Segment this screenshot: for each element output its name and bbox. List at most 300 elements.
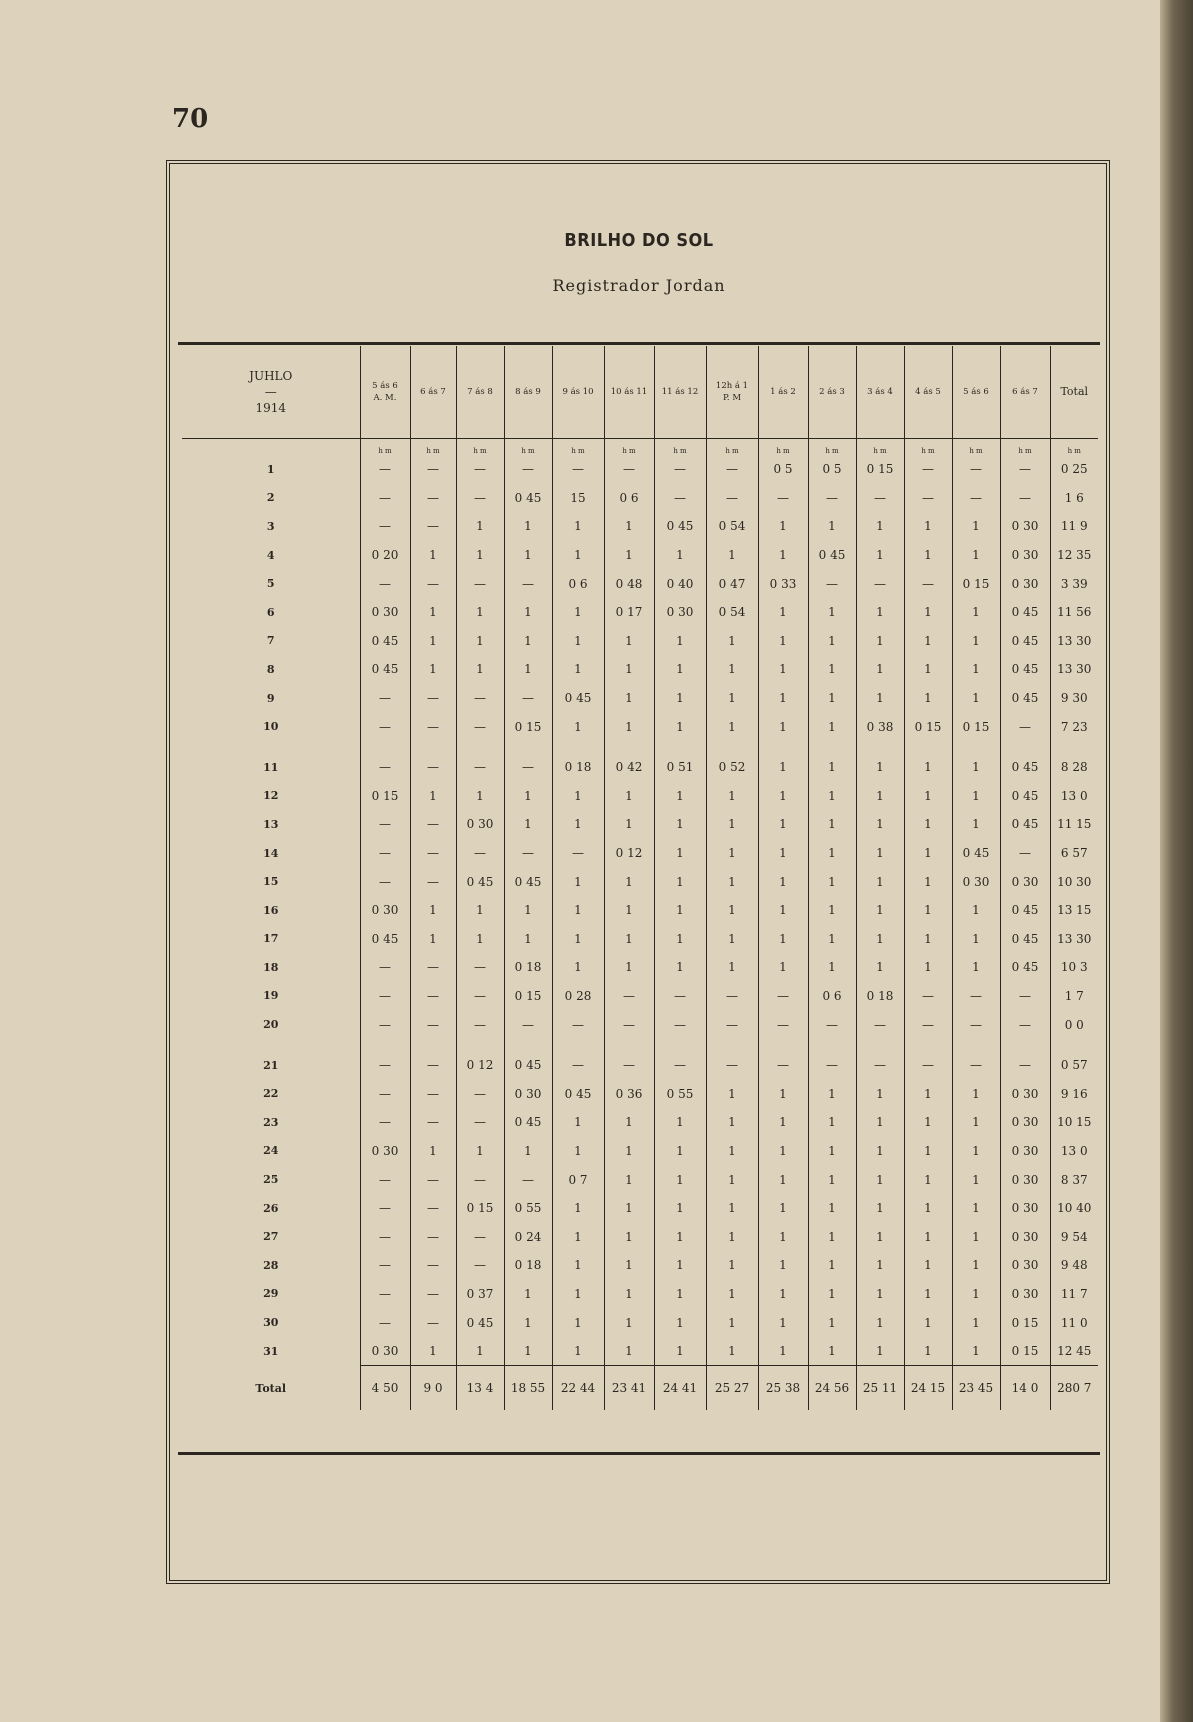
value-cell: 1 xyxy=(654,1222,706,1251)
value-cell: — xyxy=(952,455,1000,484)
unit-label: h m xyxy=(410,439,456,456)
value-cell: 1 xyxy=(856,512,904,541)
value-cell: — xyxy=(654,1010,706,1039)
value-cell: 1 xyxy=(504,1308,552,1337)
value-cell: 1 xyxy=(808,1280,856,1309)
value-cell: 1 xyxy=(410,627,456,656)
row-total-cell: 1 7 xyxy=(1050,982,1098,1011)
value-cell: 0 15 xyxy=(360,782,410,811)
value-cell: 0 51 xyxy=(654,753,706,782)
value-cell: 0 20 xyxy=(360,541,410,570)
value-cell: 1 xyxy=(706,810,758,839)
value-cell: 1 xyxy=(552,1137,604,1166)
value-cell: 1 xyxy=(604,684,654,713)
value-cell: 1 xyxy=(808,1165,856,1194)
value-cell: 1 xyxy=(552,541,604,570)
value-cell: — xyxy=(706,1051,758,1080)
value-cell: 1 xyxy=(456,512,504,541)
row-total-cell: 11 56 xyxy=(1050,598,1098,627)
value-cell: 0 52 xyxy=(706,753,758,782)
gap-cell xyxy=(604,1039,654,1051)
table-row xyxy=(182,598,1098,627)
value-cell: — xyxy=(360,1251,410,1280)
row-total-cell: 1 6 xyxy=(1050,484,1098,513)
value-cell: 1 xyxy=(604,1308,654,1337)
value-cell: — xyxy=(410,1280,456,1309)
day-cell: 15 xyxy=(263,875,279,889)
value-cell: 0 18 xyxy=(552,753,604,782)
value-cell: 1 xyxy=(654,782,706,811)
value-cell: — xyxy=(360,810,410,839)
value-cell: 0 38 xyxy=(856,712,904,741)
value-cell: 1 xyxy=(604,712,654,741)
value-cell: 1 xyxy=(952,810,1000,839)
day-cell: 25 xyxy=(263,1173,279,1187)
table-row xyxy=(182,1165,1098,1194)
gap-cell xyxy=(1000,1039,1050,1051)
column-header: 10 ás 11 xyxy=(604,346,654,439)
value-cell: 1 xyxy=(410,896,456,925)
unit-label: h m xyxy=(504,439,552,456)
value-cell: 1 xyxy=(654,1280,706,1309)
value-cell: 1 xyxy=(604,1337,654,1366)
table-row xyxy=(182,512,1098,541)
value-cell: 1 xyxy=(604,1108,654,1137)
row-total-cell: 12 45 xyxy=(1050,1337,1098,1366)
book-edge xyxy=(1160,0,1193,1722)
value-cell: 1 xyxy=(808,810,856,839)
value-cell: — xyxy=(808,484,856,513)
column-total-cell: 22 44 xyxy=(552,1366,604,1411)
day-cell: 16 xyxy=(263,903,279,917)
value-cell: 0 5 xyxy=(808,455,856,484)
value-cell: 1 xyxy=(856,598,904,627)
value-cell: 1 xyxy=(552,512,604,541)
value-cell: — xyxy=(1000,982,1050,1011)
value-cell: 0 18 xyxy=(856,982,904,1011)
value-cell: 1 xyxy=(904,541,952,570)
value-cell: — xyxy=(410,1222,456,1251)
value-cell: 1 xyxy=(952,512,1000,541)
value-cell: — xyxy=(504,839,552,868)
value-cell: 1 xyxy=(856,867,904,896)
value-cell: 1 xyxy=(706,655,758,684)
gap-cell xyxy=(456,1039,504,1051)
value-cell: 1 xyxy=(758,782,808,811)
value-cell: — xyxy=(456,1108,504,1137)
value-cell: 1 xyxy=(706,1108,758,1137)
totals-label: Total xyxy=(255,1381,287,1395)
row-total-cell: 13 0 xyxy=(1050,1137,1098,1166)
value-cell: 1 xyxy=(758,1108,808,1137)
value-cell: — xyxy=(808,1051,856,1080)
day-cell: 27 xyxy=(263,1230,279,1244)
row-total-cell: 13 0 xyxy=(1050,782,1098,811)
column-header: 7 ás 8 xyxy=(456,346,504,439)
value-cell: 0 30 xyxy=(504,1079,552,1108)
value-cell: 1 xyxy=(758,1337,808,1366)
value-cell: 1 xyxy=(758,512,808,541)
value-cell: 1 xyxy=(706,925,758,954)
row-total-cell: 8 28 xyxy=(1050,753,1098,782)
value-cell: — xyxy=(410,455,456,484)
header-dash: — xyxy=(264,385,277,399)
day-cell: 22 xyxy=(263,1087,279,1101)
gap-cell xyxy=(654,1039,706,1051)
value-cell: 1 xyxy=(952,1165,1000,1194)
value-cell: 1 xyxy=(856,627,904,656)
value-cell: 1 xyxy=(654,541,706,570)
value-cell: — xyxy=(904,484,952,513)
value-cell: 1 xyxy=(952,1280,1000,1309)
value-cell: — xyxy=(654,982,706,1011)
day-cell: 5 xyxy=(266,577,275,591)
value-cell: — xyxy=(758,982,808,1011)
table-row xyxy=(182,1337,1098,1366)
gap-cell xyxy=(604,741,654,753)
value-cell: — xyxy=(456,484,504,513)
table-row xyxy=(182,455,1098,484)
month-year-header xyxy=(182,346,360,439)
value-cell: 1 xyxy=(758,684,808,713)
value-cell: 0 40 xyxy=(654,569,706,598)
row-total-cell: 10 40 xyxy=(1050,1194,1098,1223)
value-cell: 1 xyxy=(504,655,552,684)
row-total-cell: 0 25 xyxy=(1050,455,1098,484)
row-total-cell: 0 0 xyxy=(1050,1010,1098,1039)
value-cell: 1 xyxy=(706,953,758,982)
value-cell: — xyxy=(952,1010,1000,1039)
value-cell: 0 45 xyxy=(952,839,1000,868)
table-row xyxy=(182,655,1098,684)
value-cell: 1 xyxy=(904,810,952,839)
table-row xyxy=(182,1010,1098,1039)
row-total-cell: 7 23 xyxy=(1050,712,1098,741)
value-cell: — xyxy=(410,810,456,839)
value-cell: 1 xyxy=(604,1194,654,1223)
column-header-label: 5 ás 6 xyxy=(372,381,398,391)
value-cell: 1 xyxy=(504,512,552,541)
value-cell: 0 45 xyxy=(1000,925,1050,954)
gap-cell xyxy=(552,741,604,753)
value-cell: 0 45 xyxy=(1000,753,1050,782)
value-cell: 1 xyxy=(808,782,856,811)
day-cell: 10 xyxy=(263,720,279,734)
value-cell: — xyxy=(758,484,808,513)
value-cell: — xyxy=(360,1051,410,1080)
table-row xyxy=(182,1280,1098,1309)
value-cell: 1 xyxy=(952,782,1000,811)
value-cell: — xyxy=(360,569,410,598)
value-cell: — xyxy=(552,455,604,484)
column-total-cell: 13 4 xyxy=(456,1366,504,1411)
value-cell: 1 xyxy=(706,541,758,570)
value-cell: — xyxy=(856,569,904,598)
gap-cell xyxy=(1000,741,1050,753)
value-cell: 1 xyxy=(808,627,856,656)
table-row xyxy=(182,925,1098,954)
day-cell: 11 xyxy=(263,760,279,774)
row-total-cell: 3 39 xyxy=(1050,569,1098,598)
value-cell: 1 xyxy=(552,1222,604,1251)
value-cell: 0 45 xyxy=(654,512,706,541)
value-cell: 1 xyxy=(456,541,504,570)
value-cell: — xyxy=(410,1010,456,1039)
table-frame xyxy=(166,160,1110,1584)
value-cell: — xyxy=(410,712,456,741)
value-cell: — xyxy=(456,1010,504,1039)
row-total-cell: 9 30 xyxy=(1050,684,1098,713)
value-cell: — xyxy=(706,455,758,484)
column-header: 6 ás 7 xyxy=(1000,346,1050,439)
value-cell: 0 18 xyxy=(504,953,552,982)
value-cell: 0 55 xyxy=(504,1194,552,1223)
value-cell: 0 45 xyxy=(1000,598,1050,627)
value-cell: — xyxy=(856,1010,904,1039)
value-cell: — xyxy=(504,569,552,598)
day-cell: 8 xyxy=(266,662,275,676)
value-cell: 1 xyxy=(604,1165,654,1194)
value-cell: — xyxy=(904,982,952,1011)
value-cell: 1 xyxy=(654,627,706,656)
value-cell: 1 xyxy=(952,953,1000,982)
value-cell: 1 xyxy=(856,655,904,684)
value-cell: — xyxy=(604,982,654,1011)
gap-cell xyxy=(360,1039,410,1051)
row-total-cell: 11 0 xyxy=(1050,1308,1098,1337)
value-cell: — xyxy=(904,1010,952,1039)
unit-label: h m xyxy=(456,439,504,456)
value-cell: 1 xyxy=(856,839,904,868)
table-row xyxy=(182,627,1098,656)
value-cell: 1 xyxy=(456,925,504,954)
value-cell: 1 xyxy=(552,1337,604,1366)
value-cell: 1 xyxy=(856,541,904,570)
table-body xyxy=(182,439,1098,1411)
value-cell: 1 xyxy=(952,896,1000,925)
value-cell: 1 xyxy=(952,1222,1000,1251)
gap-cell xyxy=(904,741,952,753)
value-cell: 0 30 xyxy=(1000,867,1050,896)
value-cell: 0 45 xyxy=(1000,684,1050,713)
value-cell: — xyxy=(552,839,604,868)
unit-label: h m xyxy=(552,439,604,456)
table-row xyxy=(182,569,1098,598)
value-cell: 1 xyxy=(654,712,706,741)
value-cell: 0 6 xyxy=(808,982,856,1011)
table-row xyxy=(182,712,1098,741)
value-cell: 1 xyxy=(604,953,654,982)
value-cell: 1 xyxy=(808,1108,856,1137)
value-cell: 1 xyxy=(706,839,758,868)
unit-label: h m xyxy=(654,439,706,456)
value-cell: 1 xyxy=(856,684,904,713)
value-cell: 1 xyxy=(504,810,552,839)
value-cell: 1 xyxy=(952,753,1000,782)
table-row xyxy=(182,1108,1098,1137)
value-cell: 1 xyxy=(904,896,952,925)
value-cell: 0 15 xyxy=(952,569,1000,598)
value-cell: 1 xyxy=(904,867,952,896)
column-total-cell: 25 38 xyxy=(758,1366,808,1411)
value-cell: 0 30 xyxy=(1000,1079,1050,1108)
value-cell: 1 xyxy=(654,1165,706,1194)
table-title: BRILHO DO SOL xyxy=(564,230,714,251)
value-cell: 1 xyxy=(456,627,504,656)
row-total-cell: 9 54 xyxy=(1050,1222,1098,1251)
value-cell: — xyxy=(456,1222,504,1251)
value-cell: — xyxy=(1000,839,1050,868)
value-cell: 1 xyxy=(856,1194,904,1223)
gap-cell xyxy=(904,1039,952,1051)
value-cell: 0 45 xyxy=(456,867,504,896)
row-total-cell: 11 15 xyxy=(1050,810,1098,839)
day-cell: 7 xyxy=(266,634,275,648)
value-cell: — xyxy=(360,512,410,541)
unit-label: h m xyxy=(604,439,654,456)
column-header: 1 ás 2 xyxy=(758,346,808,439)
value-cell: 0 30 xyxy=(1000,1251,1050,1280)
value-cell: — xyxy=(456,569,504,598)
table-row xyxy=(182,1079,1098,1108)
column-header-label: 12h á 1 xyxy=(715,381,749,391)
table-row xyxy=(182,839,1098,868)
value-cell: 0 45 xyxy=(456,1308,504,1337)
row-total-cell: 10 30 xyxy=(1050,867,1098,896)
value-cell: — xyxy=(706,484,758,513)
table-header-box xyxy=(178,170,1100,345)
value-cell: — xyxy=(604,455,654,484)
value-cell: 1 xyxy=(808,1308,856,1337)
value-cell: — xyxy=(410,684,456,713)
value-cell: 1 xyxy=(952,1079,1000,1108)
day-cell: 24 xyxy=(263,1144,279,1158)
value-cell: 1 xyxy=(504,1280,552,1309)
value-cell: 1 xyxy=(758,1280,808,1309)
value-cell: 1 xyxy=(758,1137,808,1166)
value-cell: — xyxy=(360,839,410,868)
table-row xyxy=(182,1251,1098,1280)
value-cell: 0 30 xyxy=(952,867,1000,896)
value-cell: — xyxy=(410,1165,456,1194)
value-cell: — xyxy=(456,1079,504,1108)
value-cell: 1 xyxy=(856,1251,904,1280)
value-cell: 1 xyxy=(654,684,706,713)
value-cell: 1 xyxy=(808,925,856,954)
value-cell: — xyxy=(410,1051,456,1080)
value-cell: 1 xyxy=(904,1165,952,1194)
value-cell: 1 xyxy=(706,1079,758,1108)
row-total-cell: 9 16 xyxy=(1050,1079,1098,1108)
value-cell: 0 42 xyxy=(604,753,654,782)
value-cell: 1 xyxy=(758,1308,808,1337)
unit-label: h m xyxy=(360,439,410,456)
value-cell: 1 xyxy=(758,953,808,982)
value-cell: 1 xyxy=(706,1165,758,1194)
value-cell: 1 xyxy=(456,896,504,925)
value-cell: 0 18 xyxy=(504,1251,552,1280)
value-cell: 0 30 xyxy=(654,598,706,627)
value-cell: 0 45 xyxy=(808,541,856,570)
value-cell: 1 xyxy=(856,896,904,925)
value-cell: 1 xyxy=(654,925,706,954)
day-cell: 13 xyxy=(263,817,279,831)
gap-cell xyxy=(410,741,456,753)
value-cell: 0 15 xyxy=(1000,1308,1050,1337)
value-cell: 1 xyxy=(904,1222,952,1251)
totals-row xyxy=(182,1366,1098,1411)
value-cell: — xyxy=(758,1010,808,1039)
gap-cell xyxy=(182,1039,360,1051)
value-cell: 0 30 xyxy=(1000,1165,1050,1194)
value-cell: 1 xyxy=(856,1108,904,1137)
value-cell: 1 xyxy=(808,512,856,541)
day-cell: 14 xyxy=(263,846,279,860)
value-cell: — xyxy=(808,569,856,598)
value-cell: 0 45 xyxy=(360,627,410,656)
value-cell: 1 xyxy=(654,1337,706,1366)
row-total-cell: 8 37 xyxy=(1050,1165,1098,1194)
value-cell: 1 xyxy=(706,896,758,925)
value-cell: 0 6 xyxy=(604,484,654,513)
column-header: 3 ás 4 xyxy=(856,346,904,439)
value-cell: 1 xyxy=(504,1137,552,1166)
value-cell: 1 xyxy=(552,655,604,684)
value-cell: — xyxy=(410,953,456,982)
value-cell: 1 xyxy=(604,782,654,811)
value-cell: 0 30 xyxy=(360,1137,410,1166)
day-cell: 12 xyxy=(263,789,279,803)
table-row xyxy=(182,982,1098,1011)
value-cell: — xyxy=(758,1051,808,1080)
value-cell: 1 xyxy=(552,1194,604,1223)
value-cell: — xyxy=(456,982,504,1011)
day-cell: 6 xyxy=(266,605,275,619)
value-cell: 0 33 xyxy=(758,569,808,598)
value-cell: — xyxy=(904,455,952,484)
value-cell: 0 45 xyxy=(504,1051,552,1080)
unit-label: h m xyxy=(706,439,758,456)
value-cell: 1 xyxy=(654,839,706,868)
row-total-cell: 13 15 xyxy=(1050,896,1098,925)
row-total-cell: 11 9 xyxy=(1050,512,1098,541)
value-cell: — xyxy=(856,484,904,513)
unit-label: h m xyxy=(856,439,904,456)
value-cell: — xyxy=(410,867,456,896)
value-cell: 1 xyxy=(654,1308,706,1337)
value-cell: 1 xyxy=(856,925,904,954)
column-header: 6 ás 7 xyxy=(410,346,456,439)
value-cell: 1 xyxy=(552,896,604,925)
table-row xyxy=(182,1137,1098,1166)
gap-cell xyxy=(654,741,706,753)
column-total-cell: 24 15 xyxy=(904,1366,952,1411)
value-cell: 1 xyxy=(552,867,604,896)
table-row xyxy=(182,1308,1098,1337)
value-cell: 0 30 xyxy=(1000,569,1050,598)
column-total-cell: 24 56 xyxy=(808,1366,856,1411)
value-cell: 0 30 xyxy=(1000,1194,1050,1223)
column-total-cell: 4 50 xyxy=(360,1366,410,1411)
value-cell: 0 45 xyxy=(1000,810,1050,839)
value-cell: — xyxy=(456,1251,504,1280)
value-cell: 1 xyxy=(952,1337,1000,1366)
value-cell: — xyxy=(456,455,504,484)
year-label: 1914 xyxy=(255,401,287,415)
value-cell: 1 xyxy=(706,1194,758,1223)
value-cell: 1 xyxy=(654,655,706,684)
value-cell: 1 xyxy=(604,867,654,896)
